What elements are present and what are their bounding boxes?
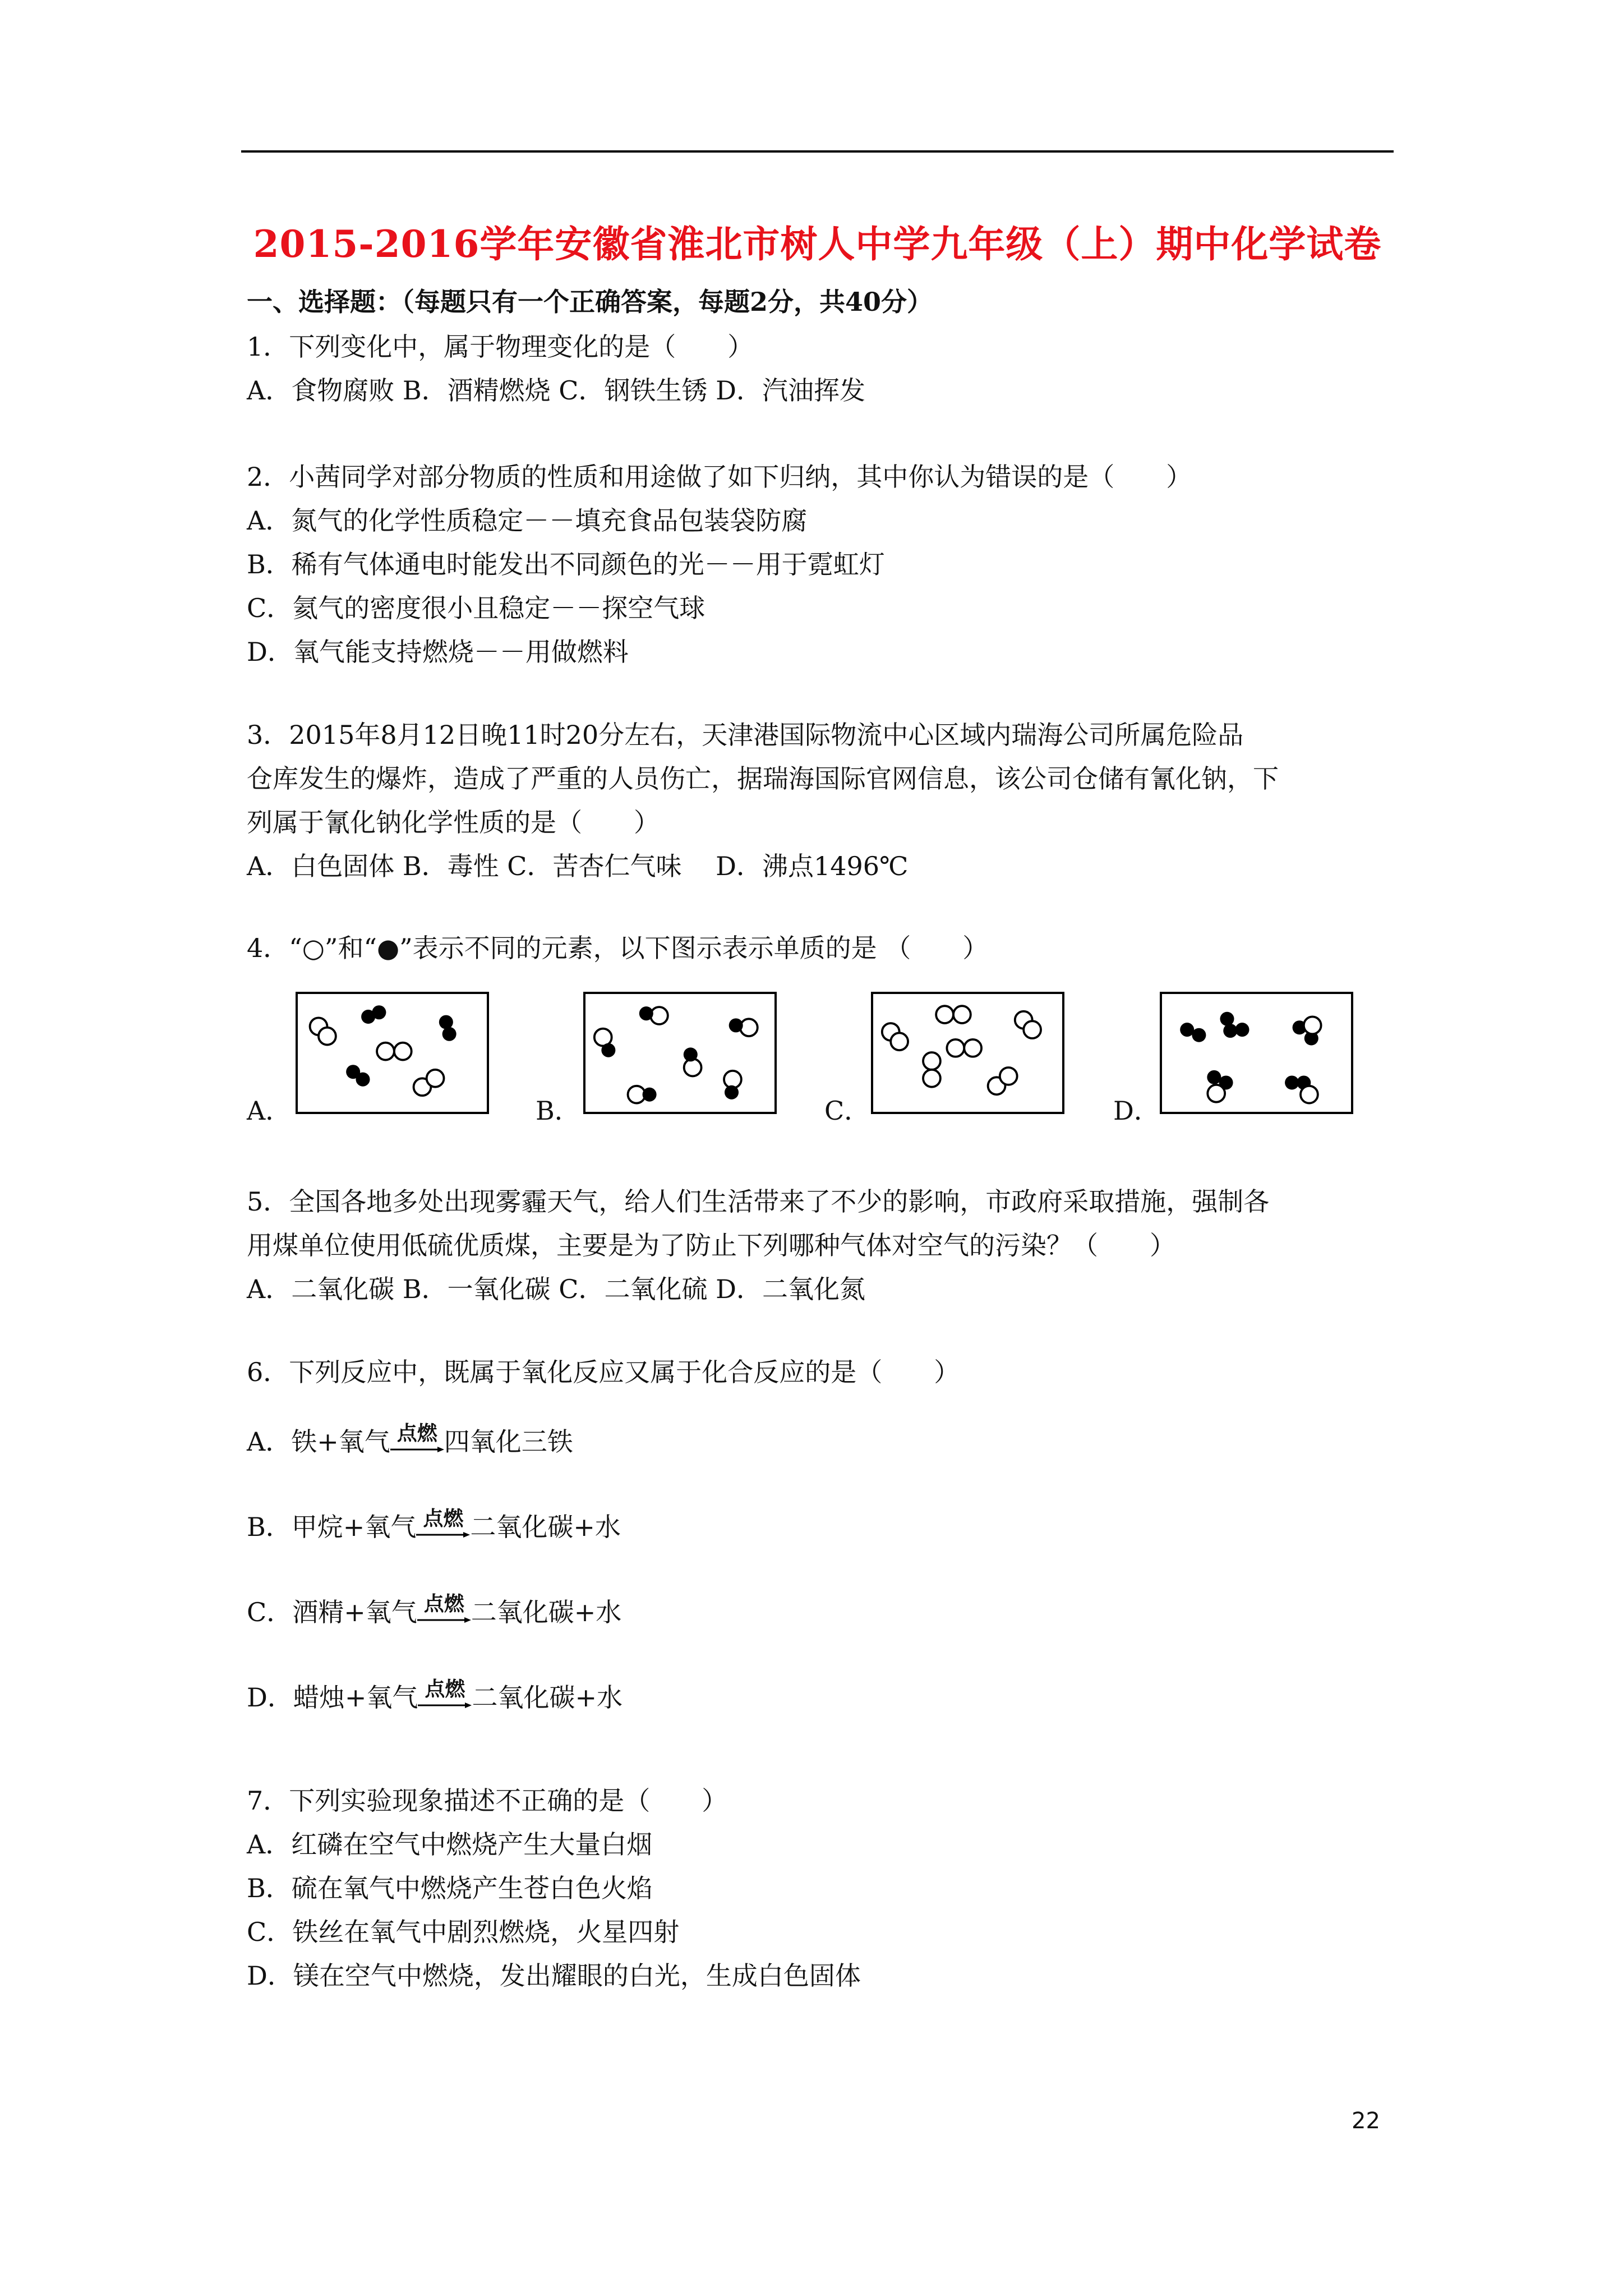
q2-option-c: C．氦气的密度很小且稳定－－探空气球	[247, 593, 706, 623]
q3-line3: 列属于氰化钠化学性质的是（ ）	[247, 807, 660, 838]
q4-label-a: A．	[247, 1096, 292, 1126]
condition-label: 点燃	[396, 1422, 437, 1445]
q4-label-b: B．	[536, 1096, 580, 1126]
reaction-arrow	[418, 1678, 472, 1714]
reaction-arrow	[416, 1507, 470, 1544]
q6-equation-c-right: 二氧化碳+水	[471, 1597, 622, 1627]
reaction-arrow	[390, 1422, 444, 1458]
q4-label-c: C．	[824, 1096, 870, 1126]
q6-equation-b	[247, 1507, 621, 1544]
q6-equation-d	[247, 1678, 623, 1714]
q7-option-a: A．红磷在空气中燃烧产生大量白烟	[247, 1829, 653, 1860]
q7-option-b: B．硫在氧气中燃烧产生苍白色火焰	[247, 1873, 653, 1903]
q4-label-d: D．	[1113, 1096, 1160, 1126]
q5-line2: 用煤单位使用低硫优质煤，主要是为了防止下列哪种气体对空气的污染？（ ）	[247, 1230, 1175, 1260]
q3-line2: 仓库发生的爆炸，造成了严重的人员伤亡，据瑞海国际官网信息，该公司仓储有氰化钠，下	[247, 763, 1279, 794]
q5-line1: 5．全国各地多处出现雾霾天气，给人们生活带来了不少的影响，市政府采取措施，强制各	[247, 1186, 1270, 1217]
exam-title: 2015-2016学年安徽省淮北市树人中学九年级（上）期中化学试卷	[253, 222, 1382, 266]
q2-option-b: B．稀有气体通电时能发出不同颜色的光－－用于霓虹灯	[247, 549, 885, 579]
q6-equation-c	[247, 1595, 621, 1629]
q6-equation-c-left: C．酒精+氧气	[247, 1597, 417, 1627]
page-number: 22	[1352, 2108, 1380, 2134]
section-heading: 一、选择题：（每题只有一个正确答案，每题2分，共40分）	[247, 287, 933, 317]
q4-diagram-d	[1160, 992, 1353, 1114]
q5-options: A．二氧化碳 B．一氧化碳 C．二氧化硫 D．二氧化氮	[247, 1274, 865, 1304]
q2-stem: 2．小茜同学对部分物质的性质和用途做了如下归纳，其中你认为错误的是（ ）	[247, 462, 1192, 492]
q3-line1: 3．2015年8月12日晚11时20分左右，天津港国际物流中心区域内瑞海公司所属危险品	[247, 720, 1244, 750]
q1-options: A．食物腐败 B．酒精燃烧 C．钢铁生锈 D．汽油挥发	[247, 375, 865, 406]
q6-equation-a-left: A．铁+氧气	[247, 1427, 390, 1457]
q7-stem: 7．下列实验现象描述不正确的是（ ）	[247, 1786, 728, 1816]
q6-equation-d-right: 二氧化碳+水	[472, 1682, 623, 1713]
q4-stem: 4．“○”和“●”表示不同的元素，以下图示表示单质的是 （ ）	[247, 933, 989, 963]
q3-options: A．白色固体 B．毒性 C．苦杏仁气味 D．沸点1496℃	[247, 851, 909, 881]
q6-equation-b-left: B．甲烷+氧气	[247, 1512, 417, 1542]
q4-diagram-c	[871, 992, 1064, 1114]
q4-diagram-b	[583, 992, 777, 1114]
q2-option-a: A．氮气的化学性质稳定－－填充食品包装袋防腐	[247, 505, 808, 536]
q6-equation-a	[247, 1422, 573, 1458]
q4-diagram-a	[296, 992, 489, 1114]
reaction-arrow	[417, 1595, 471, 1629]
q2-option-d: D．氧气能支持燃烧－－用做燃料	[247, 637, 629, 667]
header-rule	[241, 150, 1394, 153]
q6-equation-a-right: 四氧化三铁	[444, 1427, 573, 1457]
q6-equation-b-right: 二氧化碳+水	[470, 1512, 621, 1542]
q7-option-d: D．镁在空气中燃烧，发出耀眼的白光，生成白色固体	[247, 1961, 861, 1991]
q6-equation-d-left: D．蜡烛+氧气	[247, 1682, 418, 1713]
q1-stem: 1．下列变化中，属于物理变化的是（ ）	[247, 332, 754, 362]
q7-option-c: C．铁丝在氧气中剧烈燃烧，火星四射	[247, 1917, 680, 1947]
condition-label: 点燃	[425, 1678, 465, 1701]
condition-label: 点燃	[423, 1593, 464, 1616]
q6-stem: 6．下列反应中，既属于氧化反应又属于化合反应的是（ ）	[247, 1357, 960, 1387]
condition-label: 点燃	[423, 1507, 464, 1530]
